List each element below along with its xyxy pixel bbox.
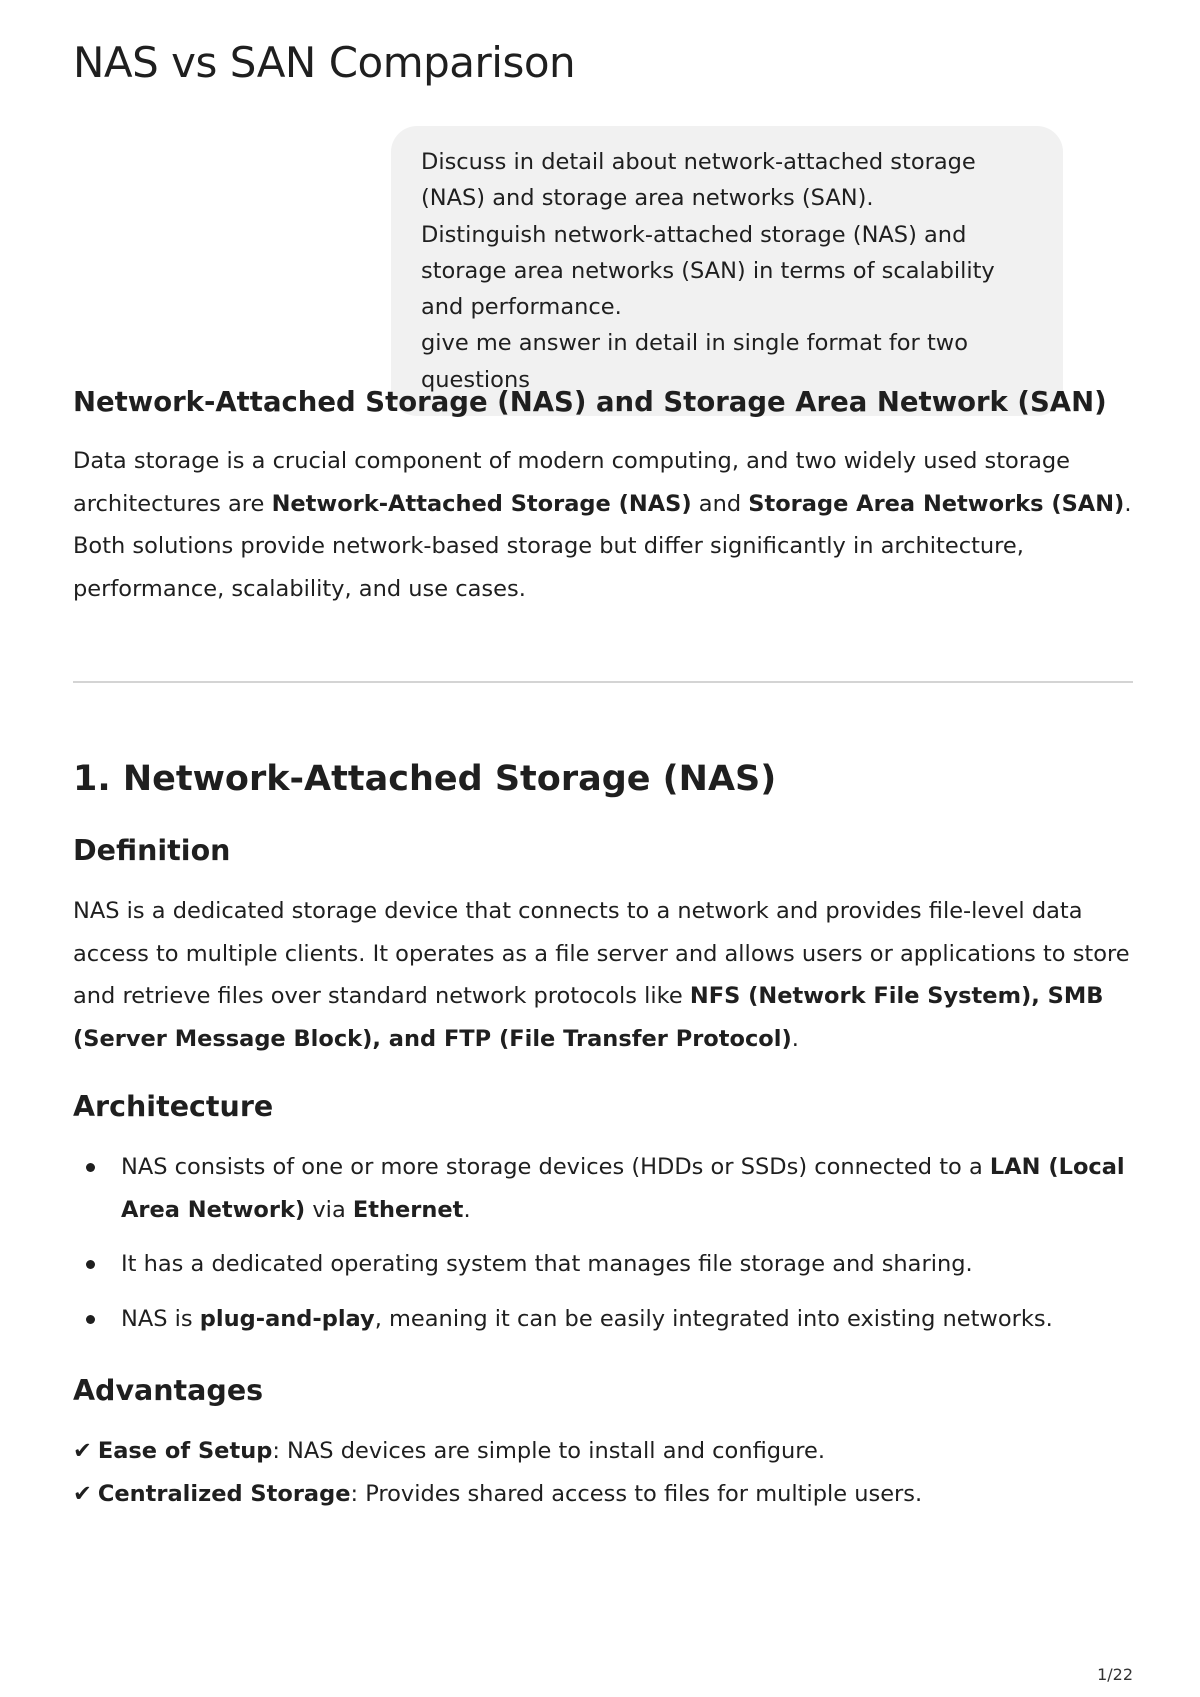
architecture-list [73, 1146, 1133, 1352]
page-number: 1/22 [1097, 1665, 1133, 1684]
list-item: ✔ Centralized Storage: Provides shared access to files for multiple users. [73, 1480, 923, 1507]
prompt-line: Discuss in detail about network-attached storage (NAS) and storage area networks (SAN). [421, 149, 976, 212]
intro-heading: Network-Attached Storage (NAS) and Storage Area Network (SAN) [73, 386, 1107, 418]
bold-term: plug-and-play [199, 1305, 375, 1332]
bullet-dot-icon [86, 1163, 95, 1172]
prompt-line: Distinguish network-attached storage (NAS) and storage area networks (SAN) in terms of scalability and performance. [421, 221, 995, 321]
checkmark-icon: ✔ [73, 1480, 92, 1507]
nas-section-heading: 1. Network-Attached Storage (NAS) [73, 759, 777, 799]
definition-paragraph: NAS is a dedicated storage device that connects to a network and provides file-level data access to multiple clients. It operates as a file server and allows users or applications to store and retrieve files over standard network protocols like NFS (Network File System), SMB (Server Message Block), and FTP (File Transfer Protocol). [73, 898, 1130, 1052]
list-item: NAS is plug-and-play, meaning it can be easily integrated into existing networks. [73, 1298, 1133, 1341]
bold-term: Centralized Storage [97, 1480, 351, 1507]
checkmark-icon: ✔ [73, 1438, 92, 1464]
bullet-dot-icon [86, 1315, 95, 1324]
advantages-heading: Advantages [73, 1374, 264, 1407]
list-item: It has a dedicated operating system that manages file storage and sharing. [73, 1243, 1133, 1286]
prompt-line: give me answer in detail in single format for two questions [421, 330, 968, 393]
section-divider [73, 681, 1133, 683]
bold-term: NFS (Network File System), SMB (Server Message Block), and FTP (File Transfer Protocol) [73, 983, 1104, 1052]
bold-term: Storage Area Networks (SAN) [748, 490, 1125, 517]
bold-term: LAN (Local Area Network) [121, 1154, 1125, 1223]
definition-heading: Definition [73, 834, 231, 867]
bullet-dot-icon [86, 1260, 95, 1269]
bold-term: Ethernet [352, 1196, 464, 1223]
architecture-heading: Architecture [73, 1090, 274, 1123]
list-item: ✔ Ease of Setup: NAS devices are simple to install and configure. [73, 1438, 826, 1464]
intro-paragraph: Data storage is a crucial component of modern computing, and two widely used storage architectures are Network-Attached Storage (NAS) and Storage Area Networks (SAN). Both solutions provide network-based storage but differ significantly in architecture, performance, scalability, and use cases. [73, 448, 1132, 602]
bold-term: Ease of Setup [97, 1438, 273, 1464]
bold-term: Network-Attached Storage (NAS) [271, 490, 692, 517]
user-prompt-bubble [391, 126, 1063, 416]
page-title: NAS vs SAN Comparison [73, 38, 576, 87]
list-item: NAS consists of one or more storage devices (HDDs or SSDs) connected to a LAN (Local Area Network) via Ethernet. [73, 1146, 1133, 1231]
advantages-list [73, 1430, 1133, 1515]
